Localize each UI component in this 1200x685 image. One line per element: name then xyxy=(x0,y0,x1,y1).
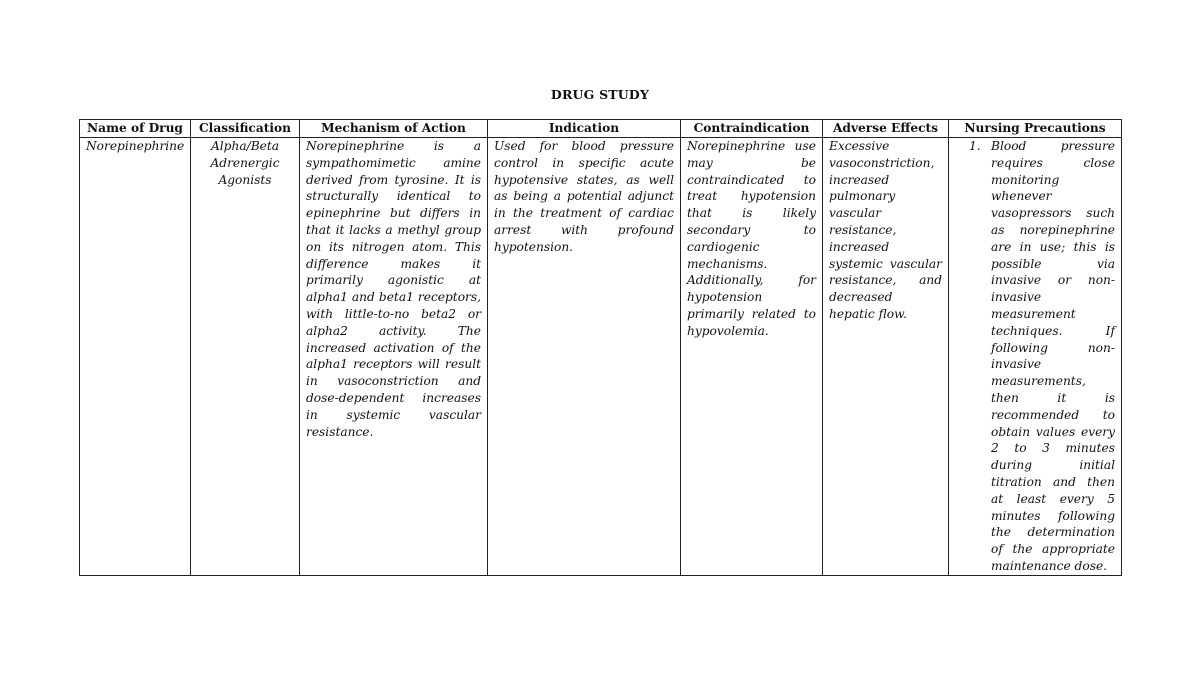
cell-adverse-effects: Excessive vasoconstriction, increased pulmonary vascular resistance, increased systemic vascular resistance, and decreased hepatic flow. xyxy=(823,138,949,576)
cell-indication: Used for blood pressure control in specific acute hypotensive states, as well as being a potential adjunct in the treatment of cardiac arrest with profound hypotension. xyxy=(488,138,681,576)
cell-nursing-precautions xyxy=(949,138,1122,576)
header-indication: Indication xyxy=(488,120,681,138)
document-title: DRUG STUDY xyxy=(550,87,650,102)
drug-study-table xyxy=(79,119,1122,576)
cell-contraindication: Norepinephrine use may be contraindicated to treat hypotension that is likely secondary to cardiogenic mechanisms. Additionally, for hypotension primarily related to hypovolemia. xyxy=(681,138,823,576)
cell-mechanism: Norepinephrine is a sympathomimetic amine derived from tyrosine. It is structurally identical to epinephrine but differs in that it lacks a methyl group on its nitrogen atom. This difference makes it primarily agonistic at alpha1 and beta1 receptors, with little-to-no beta2 or alpha2 activity. The increased activation of the alpha1 receptors will result in vasoconstriction and dose-dependent increases in systemic vascular resistance. xyxy=(300,138,488,576)
precaution-number: 1. xyxy=(969,139,981,153)
header-adverse-effects: Adverse Effects xyxy=(823,120,949,138)
header-nursing-precautions: Nursing Precautions xyxy=(949,120,1122,138)
table-header-row xyxy=(80,120,1122,138)
header-contraindication: Contraindication xyxy=(681,120,823,138)
header-name-of-drug: Name of Drug xyxy=(80,120,191,138)
cell-drug-name: Norepinephrine xyxy=(80,138,191,576)
list-item xyxy=(955,138,1115,575)
header-mechanism-of-action: Mechanism of Action xyxy=(300,120,488,138)
cell-classification: Alpha/Beta Adrenergic Agonists xyxy=(191,138,300,576)
precaution-text: Blood pressure requires close monitoring whenever vasopressors such as norepinephrine are in use; this is possible via invasive or non-invasive measurement techniques. If following non-invasive measurements, then it is recommended to obtain values every 2 to 3 minutes during initial titration and then at least every 5 minutes following the determination of the appropriate maintenance dose. xyxy=(991,139,1115,573)
table-row xyxy=(80,138,1122,576)
header-classification: Classification xyxy=(191,120,300,138)
precaution-list xyxy=(955,138,1115,575)
